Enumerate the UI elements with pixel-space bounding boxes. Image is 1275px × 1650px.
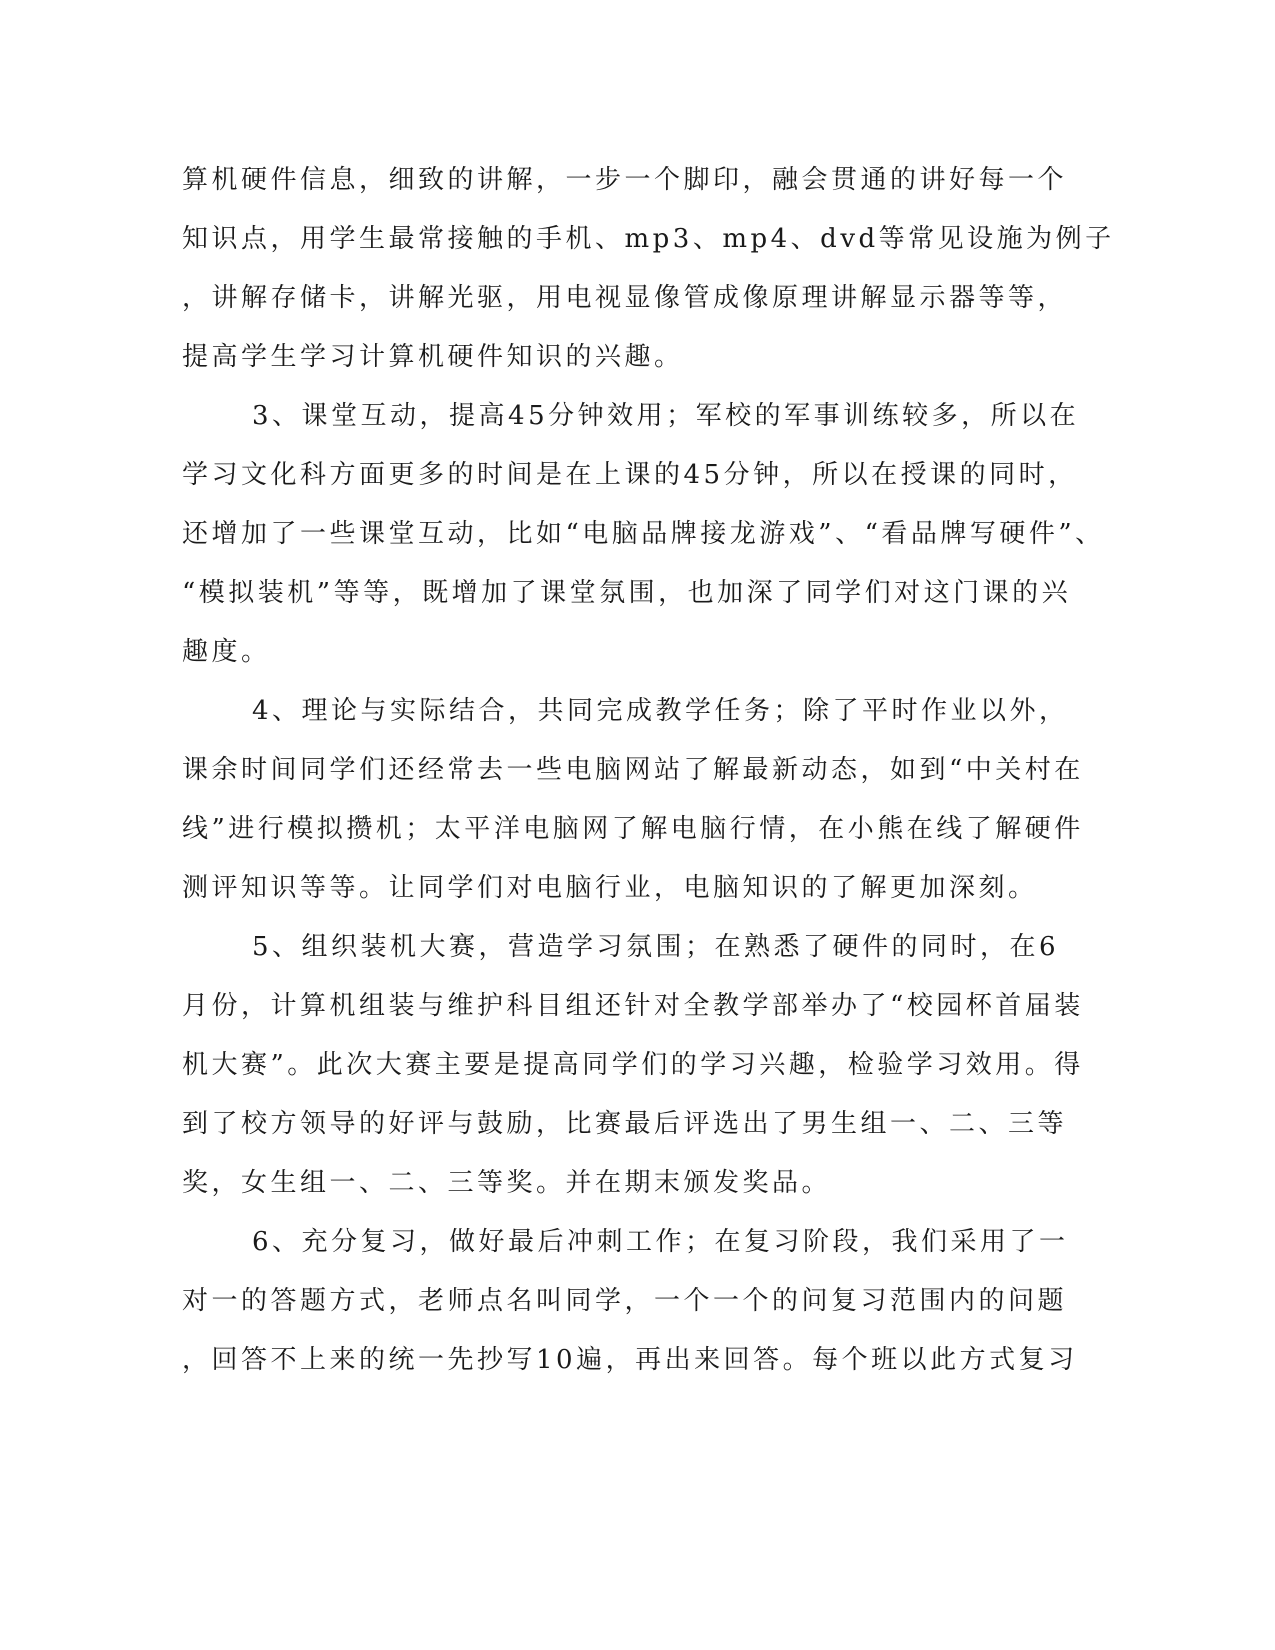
text-line: 算机硬件信息，细致的讲解，一步一个脚印，融会贯通的讲好每一个 <box>182 165 1068 195</box>
text-line: “模拟装机”等等，既增加了课堂氛围，也加深了同学们对这门课的兴 <box>182 578 1072 608</box>
text-line: 到了校方领导的好评与鼓励，比赛最后评选出了男生组一、二、三等 <box>182 1109 1068 1139</box>
text-line: 提高学生学习计算机硬件知识的兴趣。 <box>182 342 684 372</box>
paragraph-start-line: 5、组织装机大赛，营造学习氛围；在熟悉了硬件的同时，在6 <box>252 932 1060 962</box>
text-line: 机大赛”。此次大赛主要是提高同学们的学习兴趣，检验学习效用。得 <box>182 1050 1084 1080</box>
text-line: 学习文化科方面更多的时间是在上课的45分钟，所以在授课的同时， <box>182 460 1078 490</box>
text-line: 还增加了一些课堂互动，比如“电脑品牌接龙游戏”、“看品牌写硬件”、 <box>182 519 1105 549</box>
text-line: 测评知识等等。让同学们对电脑行业，电脑知识的了解更加深刻。 <box>182 873 1038 903</box>
text-line: ，回答不上来的统一先抄写10遍，再出来回答。每个班以此方式复习 <box>182 1345 1078 1375</box>
text-line: ，讲解存储卡，讲解光驱，用电视显像管成像原理讲解显示器等等， <box>182 283 1068 313</box>
text-line: 课余时间同学们还经常去一些电脑网站了解最新动态，如到“中关村在 <box>182 755 1084 785</box>
text-line: 趣度。 <box>182 637 271 667</box>
text-line: 线”进行模拟攒机；太平洋电脑网了解电脑行情，在小熊在线了解硬件 <box>182 814 1084 844</box>
paragraph-start-line: 4、理论与实际结合，共同完成教学任务；除了平时作业以外， <box>252 696 1069 726</box>
paragraph-start-line: 6、充分复习，做好最后冲刺工作；在复习阶段，我们采用了一 <box>252 1227 1069 1257</box>
paragraph-start-line: 3、课堂互动，提高45分钟效用；军校的军事训练较多，所以在 <box>252 401 1080 431</box>
text-line: 奖，女生组一、二、三等奖。并在期末颁发奖品。 <box>182 1168 832 1198</box>
text-line: 知识点，用学生最常接触的手机、mp3、mp4、dvd等常见设施为例子 <box>182 224 1115 254</box>
text-line: 月份，计算机组装与维护科目组还针对全教学部举办了“校园杯首届装 <box>182 991 1084 1021</box>
text-line: 对一的答题方式，老师点名叫同学，一个一个的问复习范围内的问题 <box>182 1286 1068 1316</box>
